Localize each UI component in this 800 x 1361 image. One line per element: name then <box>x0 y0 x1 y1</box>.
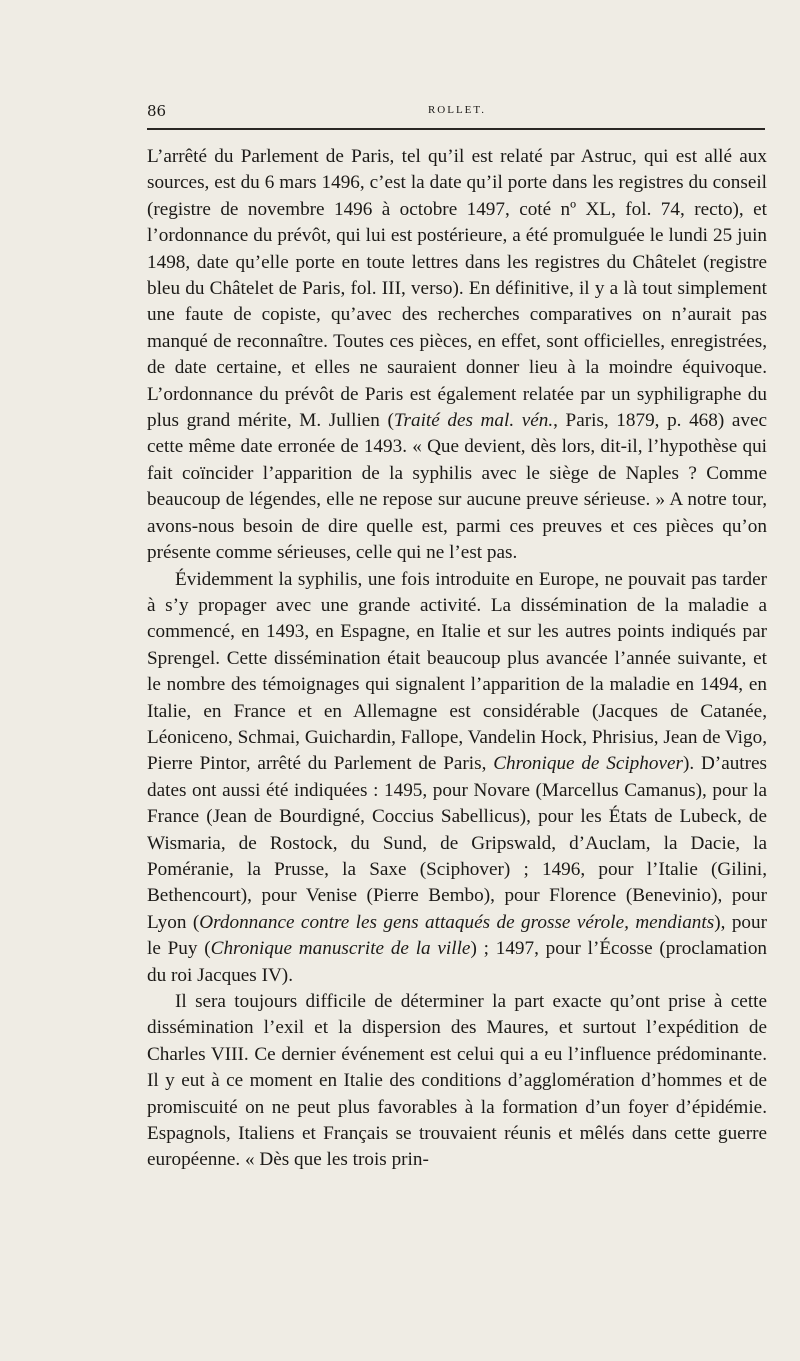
text-run: , Paris, 1879, p. 468) avec cette même date erronée de 1493. « Que devient, dès lors, dit-il, l’hypothèse qui fait coïncider l’apparition de la syphilis avec le siège de Naples ? Comme beaucoup de légendes, elle ne repose sur aucune preuve sérieuse. » A notre tour, avons-nous besoin de dire quelle est, parmi ces preuves et ces pièces qu’on présente comme sérieuses, celle qui ne l’est pas. <box>147 410 767 564</box>
italic-title: Chronique de Sciphover <box>493 753 683 775</box>
text-run: Il sera toujours difficile de déterminer la part exacte qu’ont prise à cette dissémination l’exil et la dispersion des Maures, et surtout l’expédition de Charles VIII. Ce dernier événement est celui qui a eu l’influence prédominante. Il y eut à ce moment en Italie des conditions d’agglomération d’hommes et de promiscuité on ne peut plus favorables à la formation d’un foyer d’épidémie. Espagnols, Italiens et Français se trouvaient réunis et mêlés dans cette guerre européenne. « Dès que les trois prin- <box>147 991 767 1171</box>
page-number: 86 <box>147 102 167 120</box>
body-text <box>147 144 767 1174</box>
book-page <box>147 98 767 1174</box>
text-run: ) ; 1497, pour l’Écosse (proclamation du roi Jacques IV). <box>147 938 768 986</box>
paragraph <box>147 567 767 990</box>
text-run: ). D’autres dates ont aussi été indiquées : 1495, pour Novare (Marcellus Camanus), pour la France (Jean de Bourdigné, Coccius Sabellicus), pour les États de Lubeck, de Wismaria, de Rostock, du Sund, de Gripswald, d’Auclam, la Dacie, la Poméranie, la Prusse, la Saxe (Sciphover) ; 1496, pour l’Italie (Gilini, Bethencourt), pour Venise (Pierre Bembo), pour Florence (Benevinio), pour Lyon ( <box>147 753 768 933</box>
running-title: ROLLET. <box>427 104 487 116</box>
text-run: Évidemment la syphilis, une fois introduite en Europe, ne pouvait pas tarder à s’y propager avec une grande activité. La dissémination de la maladie a commencé, en 1493, en Espagne, en Italie et sur les autres points indiqués par Sprengel. Cette dissémination était beaucoup plus avancée l’année suivante, et le nombre des témoignages qui signalent l’apparition de la maladie en 1494, en Italie, en France et en Allemagne est considérable (Jacques de Catanée, Léoniceno, Schmai, Guichardin, Fallope, Vandelin Hock, Phrisius, Jean de Vigo, Pierre Pintor, arrêté du Parlement de Paris, <box>147 568 767 775</box>
italic-title: Ordonnance contre les gens attaqués de grosse vérole, mendiants <box>199 911 715 933</box>
header-rule <box>147 128 765 130</box>
text-run: ), pour le Puy ( <box>147 911 767 960</box>
text-run: L’arrêté du Parlement de Paris, tel qu’il est relaté par Astruc, qui est allé aux sources, est du 6 mars 1496, c’est la date qu’il porte dans les registres du conseil (registre de novembre 1496 à octobre 1497, coté nº XL, fol. 74, recto), et l’ordonnance du prévôt, qui lui est postérieure, a été promulguée le lundi 25 juin 1498, date qu’elle porte en toute lettres dans les registres du Châtelet (registre bleu du Châtelet de Paris, fol. III, verso). En définitive, il y a là tout simplement une faute de copiste, qu’avec des recherches comparatives on n’aurait pas manqué de reconnaître. Toutes ces pièces, en effet, sont officielles, enregistrées, de date certaine, et elles ne sauraient donner lieu à la moindre équivoque. L’ordonnance du prévôt de Paris est également relatée par un syphiligraphe du plus grand mérite, M. Jullien ( <box>147 146 767 432</box>
running-head <box>147 98 767 122</box>
paragraph <box>147 144 767 567</box>
italic-title: Traité des mal. vén. <box>393 410 554 432</box>
paragraph <box>147 989 767 1174</box>
italic-title: Chronique manuscrite de la ville <box>210 938 471 960</box>
